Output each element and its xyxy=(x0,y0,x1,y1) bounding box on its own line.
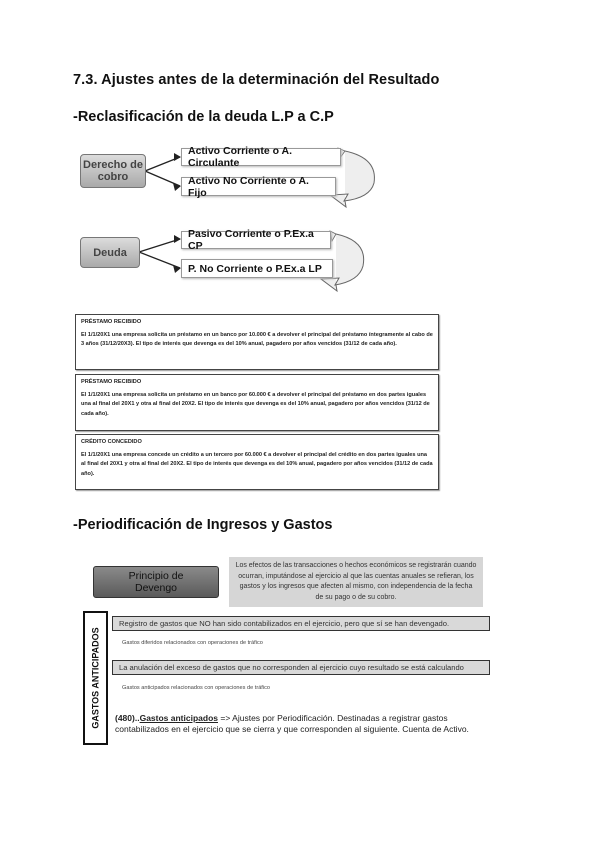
gastos-diferidos-note: Gastos diferidos relacionados con operaciones de tráfico xyxy=(122,640,263,646)
account-code: (480).. xyxy=(115,713,140,723)
pasivo-corriente-label: Pasivo Corriente o P.Ex.a CP xyxy=(181,231,331,249)
example-text: El 1/1/20X1 una empresa concede un crédito a un tercero por 60.000 € a devolver el principal del crédito en dos partes iguales una al final del 20X1 y otra al final del 20X2. El tipo de interés que devenga es del 10% anual, pagadero por años vencidos (31/12 de cada año). xyxy=(81,451,433,477)
example-text: El 1/1/20X1 una empresa solicita un préstamo en un banco por 10.000 € a devolver el principal del préstamo íntegramente al cabo de 3 años (31/12/20X3). El tipo de interés que devenga es del 10% anual, pagadero por años vencidos (31/12 de cada año). xyxy=(81,331,433,347)
example-title: CRÉDITO CONCEDIDO xyxy=(81,439,142,445)
page-heading: 7.3. Ajustes antes de la determinación del Resultado xyxy=(73,72,440,88)
anulacion-exceso-bar: La anulación del exceso de gastos que no corresponden al ejercicio cuyo resultado se está calculando xyxy=(112,660,490,675)
principio-devengo-description: Los efectos de las transacciones o hechos económicos se registrarán cuando ocurran, imputándose al ejercicio al que las cuentas anuales se refieran, los gastos y los ingresos que afecten al mismo, con independencia de la fecha de su pago o de su cobro. xyxy=(229,557,483,607)
activo-corriente-label: Activo Corriente o A. Circulante xyxy=(181,148,341,166)
gastos-anticipados-definition xyxy=(115,713,475,735)
gastos-anticipados-vertical-container xyxy=(83,611,108,745)
example-box-prestamo-1 xyxy=(75,314,439,370)
example-box-credito xyxy=(75,434,439,490)
account-term: Gastos anticipados xyxy=(139,713,218,723)
deuda-box: Deuda xyxy=(80,237,140,268)
gastos-anticipados-note: Gastos anticipados relacionados con operaciones de tráfico xyxy=(122,685,271,691)
example-box-prestamo-2 xyxy=(75,374,439,431)
example-text: El 1/1/20X1 una empresa solicita un préstamo en un banco por 60.000 € a devolver el principal del préstamo en dos partes iguales una al final del 20X1 y otra al final del 20X2. El tipo de interés que devenga es del 10% anual, pagadero por años vencidos (31/12 de cada año). xyxy=(81,391,430,417)
example-title: PRÉSTAMO RECIBIDO xyxy=(81,379,142,385)
definition-text: => Ajustes por Periodificación. Destinadas a registrar gastos contabilizados en el ejercicio que se cierra y que corresponden al siguiente. Cuenta de Activo. xyxy=(115,713,469,734)
example-title: PRÉSTAMO RECIBIDO xyxy=(81,319,142,325)
gastos-registro-bar: Registro de gastos que NO han sido contabilizados en el ejercicio, pero que sí se han devengado. xyxy=(112,616,490,631)
gastos-anticipados-vertical-label: GASTOS ANTICIPADOS xyxy=(90,627,101,729)
principio-devengo-box xyxy=(93,566,219,598)
pasivo-no-corriente-label: P. No Corriente o P.Ex.a LP xyxy=(181,259,333,278)
section-title-periodificacion: -Periodificación de Ingresos y Gastos xyxy=(73,517,333,533)
activo-no-corriente-label: Activo No Corriente o A. Fijo xyxy=(181,177,336,196)
section-title-reclasificacion: -Reclasificación de la deuda L.P a C.P xyxy=(73,109,334,125)
principio-devengo-label: Principio de Devengo xyxy=(128,570,184,594)
derecho-de-cobro-box: Derecho de cobro xyxy=(80,154,146,188)
